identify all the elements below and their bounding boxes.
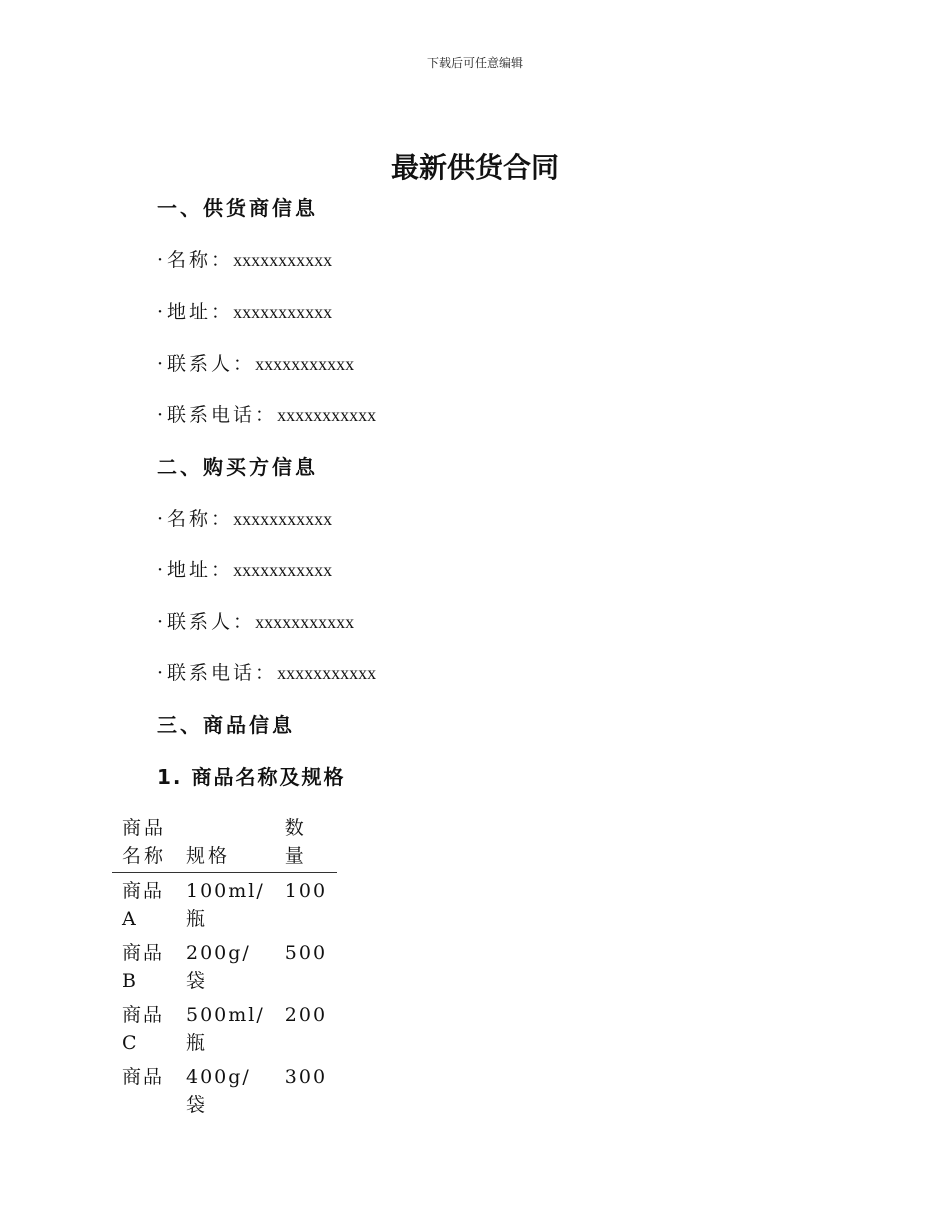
bullet: · xyxy=(157,508,164,530)
table-row xyxy=(112,1059,337,1121)
supplier-contact-item xyxy=(157,349,354,376)
field-label: 地址： xyxy=(167,301,234,323)
cell-name: 商品A xyxy=(122,880,165,930)
table-row xyxy=(112,997,337,1059)
table-header-row xyxy=(112,812,337,873)
supplier-address-item xyxy=(157,297,332,324)
field-value: xxxxxxxxxxx xyxy=(233,250,333,270)
field-label: 联系电话： xyxy=(167,662,278,684)
buyer-address-item xyxy=(157,555,332,582)
field-value: xxxxxxxxxxx xyxy=(233,509,333,529)
bullet: · xyxy=(157,301,164,323)
column-header-spec: 规格 xyxy=(176,812,275,873)
subheading-goods-spec: 1. 商品名称及规格 xyxy=(157,765,346,789)
bullet: · xyxy=(157,662,164,684)
field-value: xxxxxxxxxxx xyxy=(255,612,355,632)
field-value: xxxxxxxxxxx xyxy=(233,302,333,322)
table-row xyxy=(112,873,337,936)
bullet: · xyxy=(157,404,164,426)
cell-qty: 100 xyxy=(284,880,328,902)
field-value: xxxxxxxxxxx xyxy=(277,663,377,683)
field-label: 联系电话： xyxy=(167,404,278,426)
buyer-phone-item xyxy=(157,658,376,685)
bullet: · xyxy=(157,353,164,375)
cell-qty: 200 xyxy=(284,1004,328,1026)
field-value: xxxxxxxxxxx xyxy=(255,354,355,374)
bullet: · xyxy=(157,611,164,633)
cell-spec: 400g/袋 xyxy=(186,1066,251,1116)
cell-spec: 500ml/瓶 xyxy=(186,1004,265,1054)
field-value: xxxxxxxxxxx xyxy=(233,560,333,580)
cell-spec: 100ml/瓶 xyxy=(186,880,265,930)
column-header-name: 商品名称 xyxy=(112,812,176,873)
buyer-contact-item xyxy=(157,607,354,634)
goods-table xyxy=(112,812,337,1121)
table-row xyxy=(112,935,337,997)
field-label: 联系人： xyxy=(167,611,256,633)
cell-name: 商品 xyxy=(122,1066,165,1088)
section-heading-goods: 三、商品信息 xyxy=(157,713,295,737)
cell-name: 商品B xyxy=(122,942,165,992)
buyer-name-item xyxy=(157,504,332,531)
section-heading-supplier: 一、供货商信息 xyxy=(157,196,318,220)
field-label: 联系人： xyxy=(167,353,256,375)
section-heading-buyer: 二、购买方信息 xyxy=(157,455,318,479)
cell-qty: 300 xyxy=(284,1066,328,1088)
bullet: · xyxy=(157,559,164,581)
supplier-name-item xyxy=(157,245,332,272)
bullet: · xyxy=(157,249,164,271)
column-header-qty: 数量 xyxy=(275,812,337,873)
field-label: 地址： xyxy=(167,559,234,581)
document-title: 最新供货合同 xyxy=(390,151,559,184)
field-label: 名称： xyxy=(167,249,234,271)
cell-spec: 200g/袋 xyxy=(186,942,251,992)
header-note: 下载后可任意编辑 xyxy=(426,56,523,70)
cell-qty: 500 xyxy=(284,942,328,964)
field-label: 名称： xyxy=(167,508,234,530)
supplier-phone-item xyxy=(157,400,376,427)
cell-name: 商品C xyxy=(122,1004,165,1054)
field-value: xxxxxxxxxxx xyxy=(277,405,377,425)
